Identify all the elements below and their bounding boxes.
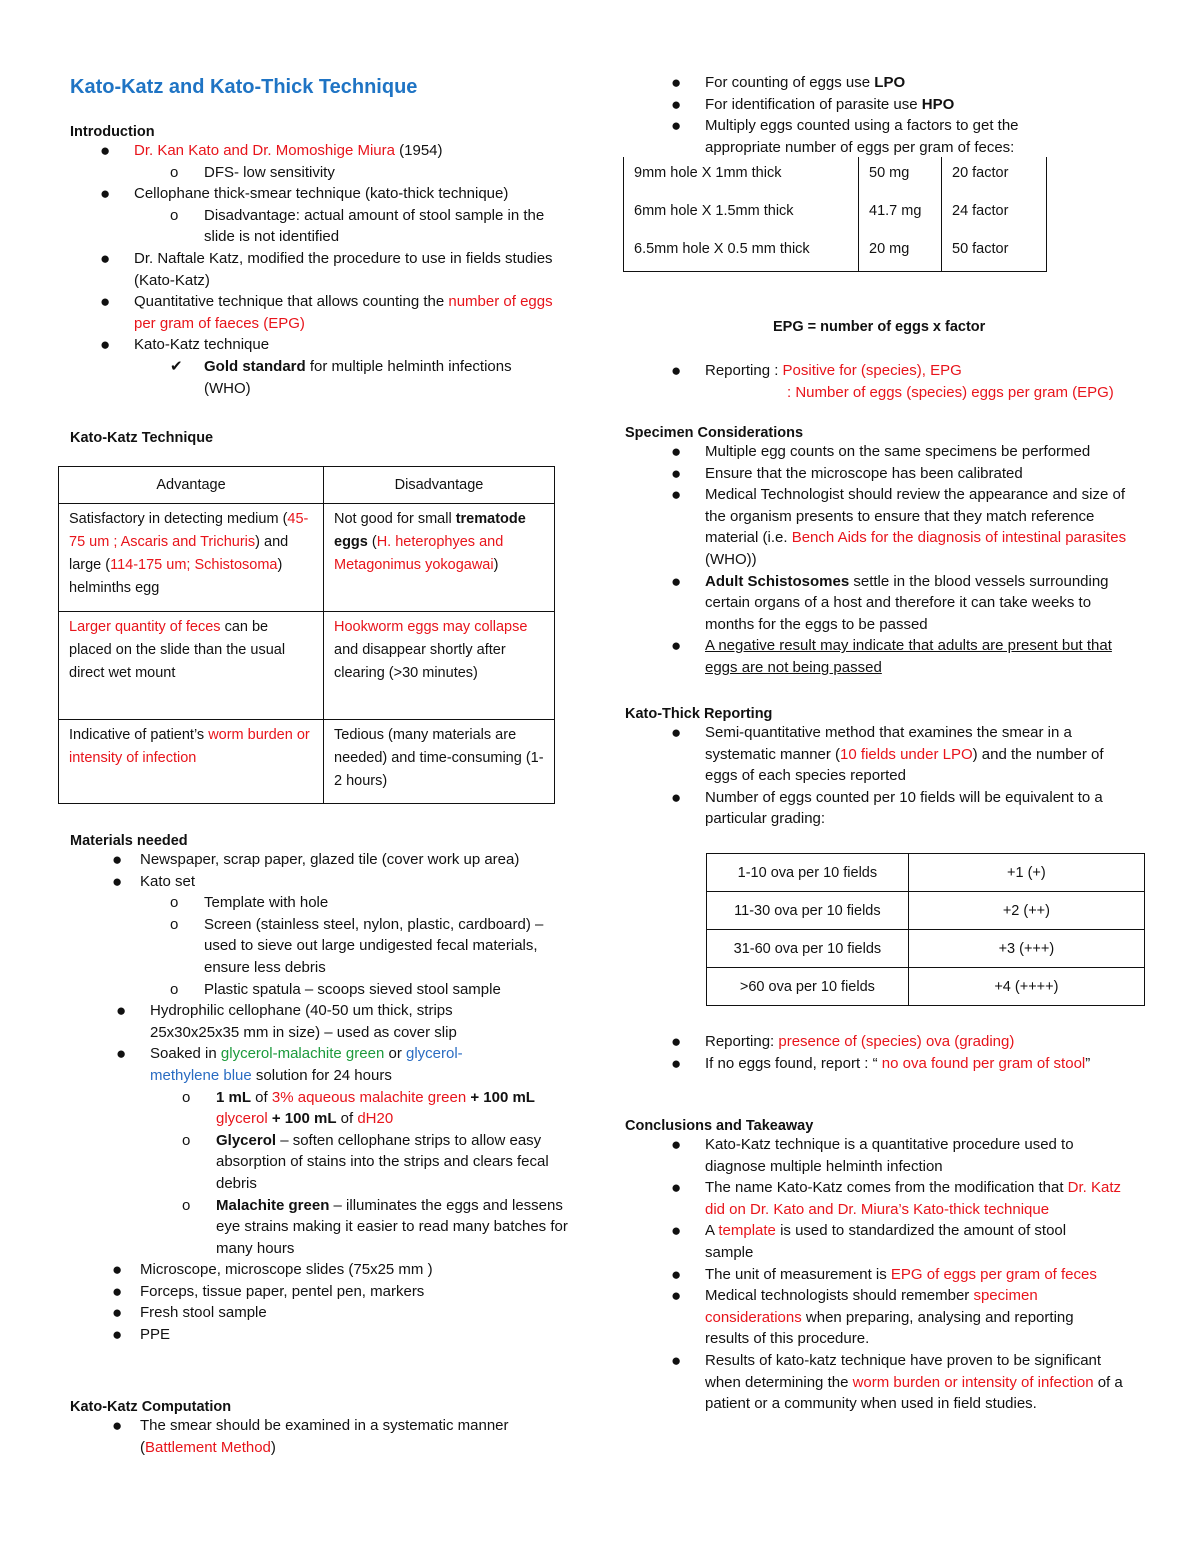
materials-heading: Materials needed	[70, 833, 188, 849]
column-header-advantage: Advantage	[59, 467, 324, 504]
circle-bullet-icon: o	[170, 206, 179, 224]
bullet-icon: ●	[671, 1135, 682, 1154]
computation-continued	[625, 72, 1145, 158]
table-row	[624, 233, 1047, 272]
computation-heading: Kato-Katz Computation	[70, 1399, 232, 1415]
bullet-icon: ●	[116, 1044, 127, 1064]
list-item: ● Reporting: presence of (species) ova (grading)	[671, 1032, 1015, 1051]
list-item: o Disadvantage: actual amount of stool sample in the slide is not identified	[170, 206, 545, 246]
table-cell: 50 factor	[942, 233, 1047, 272]
list-item: ● Multiply eggs counted using a factors to get the appropriate number of eggs per gram of feces:	[671, 116, 1019, 156]
check-icon: ✔	[170, 357, 183, 375]
bullet-icon: ●	[671, 787, 682, 807]
list-item: : Number of eggs (species) eggs per gram (EPG)	[787, 383, 1114, 401]
list-item: ● Semi-quantitative method that examines the smear in a systematic manner (10 fields under LPO) and the number of eggs of each species reported	[671, 723, 1104, 785]
list-item: ● PPE	[112, 1325, 171, 1345]
thick-heading: Kato-Thick Reporting	[625, 706, 773, 722]
table-cell: 50 mg	[859, 157, 942, 195]
list-item: ● Soaked in glycerol-malachite green or glycerol-methylene blue solution for 24 hours	[116, 1044, 463, 1084]
list-item: ● Newspaper, scrap paper, glazed tile (cover work up area)	[112, 850, 520, 869]
circle-bullet-icon: o	[170, 894, 179, 912]
list-item: o 1 mL of 3% aqueous malachite green + 100 mL glycerol + 100 mL of dH20	[182, 1088, 535, 1128]
list-item: ● Results of kato-katz technique have proven to be significant when determining the worm burden or intensity of infection of a patient or a community when used in field studies.	[671, 1350, 1123, 1413]
list-item: o Glycerol – soften cellophane strips to allow easy absorption of stains into the strips and clears fecal debris	[182, 1131, 549, 1192]
advantage-table	[58, 466, 555, 804]
bullet-icon: ●	[112, 871, 123, 891]
bullet-icon: ●	[671, 1178, 682, 1198]
bullet-icon: ●	[671, 463, 682, 483]
table-cell: Tedious (many materials are needed) and time-consuming (1-2 hours)	[324, 720, 555, 804]
list-item: ● Dr. Kan Kato and Dr. Momoshige Miura (1954)	[100, 141, 443, 160]
table-cell: 1-10 ova per 10 fields	[707, 854, 909, 892]
table-cell: Hookworm eggs may collapse and disappear shortly after clearing (>30 minutes)	[324, 612, 555, 720]
table-row	[59, 720, 555, 804]
table-cell: 20 mg	[859, 233, 942, 272]
list-item: ● Multiple egg counts on the same specimens be performed	[671, 442, 1091, 461]
circle-bullet-icon: o	[170, 915, 179, 933]
bullet-icon: ●	[671, 442, 682, 461]
list-item: ● Reporting : Positive for (species), EPG	[671, 361, 962, 380]
specimen-section	[625, 425, 1145, 679]
bullet-icon: ●	[671, 723, 682, 742]
bullet-icon: ●	[671, 1286, 682, 1306]
bullet-icon: ●	[671, 94, 682, 114]
circle-bullet-icon: o	[170, 980, 179, 998]
circle-bullet-icon: o	[182, 1088, 191, 1106]
intro-section	[70, 124, 570, 399]
bullet-icon: ●	[112, 1416, 123, 1435]
list-item: ● For counting of eggs use LPO	[671, 73, 906, 92]
table-row	[59, 504, 555, 612]
grading-table	[706, 853, 1145, 1006]
table-cell: Satisfactory in detecting medium (45-75 um ; Ascaris and Trichuris) and large (114-175 um; Schistosoma) helminths egg	[59, 504, 324, 612]
thick-section	[625, 706, 1145, 830]
table-row	[624, 195, 1047, 233]
bullet-icon: ●	[112, 1303, 123, 1323]
bullet-icon: ●	[112, 850, 123, 869]
table-cell: +3 (+++)	[908, 930, 1144, 968]
bullet-icon: ●	[671, 1350, 682, 1370]
bullet-icon: ●	[112, 1325, 123, 1345]
table-row	[707, 854, 1145, 892]
epg-formula: EPG = number of eggs x factor	[773, 319, 986, 335]
circle-bullet-icon: o	[182, 1196, 191, 1214]
list-item: ● The unit of measurement is EPG of eggs per gram of feces	[671, 1264, 1097, 1284]
table-cell: Indicative of patient’s worm burden or intensity of infection	[59, 720, 324, 804]
bullet-icon: ●	[116, 1001, 127, 1021]
bullet-icon: ●	[100, 184, 111, 204]
list-item: ● For identification of parasite use HPO	[671, 94, 955, 114]
list-item: o Malachite green – illuminates the eggs and lessens eye strains making it easier to read many batches for many hours	[182, 1196, 568, 1257]
table-cell: 24 factor	[942, 195, 1047, 233]
table-cell: +2 (++)	[908, 892, 1144, 930]
bullet-icon: ●	[671, 73, 682, 92]
table-cell: 11-30 ova per 10 fields	[707, 892, 909, 930]
table-cell: 6.5mm hole X 0.5 mm thick	[624, 233, 859, 272]
kk-table-heading: Kato-Katz Technique	[70, 430, 214, 446]
table-cell: +1 (+)	[908, 854, 1144, 892]
conclusions-heading: Conclusions and Takeaway	[625, 1118, 814, 1134]
table-cell: Larger quantity of feces can be placed on the slide than the usual direct wet mount	[59, 612, 324, 720]
table-row	[707, 968, 1145, 1006]
thick-reporting	[625, 1031, 1145, 1074]
table-row	[707, 892, 1145, 930]
bullet-icon: ●	[671, 116, 682, 136]
bullet-icon: ●	[671, 485, 682, 505]
list-item: ● Fresh stool sample	[112, 1303, 267, 1323]
bullet-icon: ●	[112, 1260, 123, 1280]
bullet-icon: ●	[671, 1221, 682, 1241]
list-item: ● Kato set	[112, 871, 196, 891]
list-item: ● Medical Technologist should review the appearance and size of the organism presents to ensure that they match reference material (i.e. Bench Aids for the diagnosis of intestinal parasites (WHO))	[671, 485, 1127, 568]
list-item: o Template with hole	[70, 892, 570, 914]
circle-bullet-icon: o	[182, 1131, 191, 1149]
table-cell: 9mm hole X 1mm thick	[624, 157, 859, 195]
bullet-icon: ●	[671, 1264, 682, 1284]
factor-table	[623, 157, 1047, 272]
bullet-icon: ●	[671, 1053, 682, 1073]
specimen-heading: Specimen Considerations	[625, 425, 804, 441]
computation-section	[70, 1399, 570, 1458]
bullet-icon: ●	[112, 1281, 123, 1301]
list-item: ✔ Gold standard for multiple helminth infections (WHO)	[170, 357, 512, 397]
conclusions-section	[625, 1118, 1145, 1415]
list-item: ● Medical technologists should remember specimen considerations when preparing, analysing and reporting results of this procedure.	[671, 1286, 1074, 1348]
list-item: ● Number of eggs counted per 10 fields will be equivalent to a particular grading:	[671, 787, 1103, 828]
table-row	[624, 157, 1047, 195]
materials-section	[70, 833, 570, 1346]
list-item: o Plastic spatula – scoops sieved stool sample	[70, 979, 570, 1001]
circle-bullet-icon: o	[170, 163, 179, 181]
bullet-icon: ●	[671, 636, 682, 656]
list-item: ● Adult Schistosomes settle in the blood vessels surrounding certain organs of a host and therefore it can take weeks to months for the eggs to be passed	[671, 571, 1109, 633]
list-item: ● The name Kato-Katz comes from the modification that Dr. Katz did on Dr. Kato and Dr. Miura’s Kato-thick technique	[671, 1178, 1122, 1218]
table-cell: 6mm hole X 1.5mm thick	[624, 195, 859, 233]
table-cell: >60 ova per 10 fields	[707, 968, 909, 1006]
list-item: ● Hydrophilic cellophane (40-50 um thick, strips 25x30x25x35 mm in size) – used as cover slip	[116, 1001, 457, 1041]
table-cell: +4 (++++)	[908, 968, 1144, 1006]
bullet-icon: ●	[671, 361, 682, 380]
list-item: ● Forceps, tissue paper, pentel pen, markers	[112, 1281, 425, 1301]
list-item: ● Ensure that the microscope has been calibrated	[671, 463, 1023, 483]
list-item: o Screen (stainless steel, nylon, plastic, cardboard) – used to sieve out large undigested fecal materials, ensure less debris	[170, 915, 544, 976]
bullet-icon: ●	[100, 248, 111, 268]
list-item: ● The smear should be examined in a systematic manner (Battlement Method)	[112, 1416, 509, 1456]
intro-heading: Introduction	[70, 124, 155, 140]
page-title: Kato-Katz and Kato-Thick Technique	[70, 76, 418, 98]
list-item: ● A negative result may indicate that adults are present but that eggs are not being passed	[671, 636, 1112, 676]
table-cell: 31-60 ova per 10 fields	[707, 930, 909, 968]
bullet-icon: ●	[100, 141, 111, 160]
list-item: ● Kato-Katz technique	[100, 335, 270, 355]
list-item: o DFS- low sensitivity	[70, 162, 570, 184]
bullet-icon: ●	[671, 1032, 682, 1051]
list-item: ● Quantitative technique that allows counting the number of eggs per gram of faeces (EPG)	[100, 292, 553, 332]
bullet-icon: ●	[671, 571, 682, 591]
list-item: ● Kato-Katz technique is a quantitative procedure used to diagnose multiple helminth infection	[671, 1135, 1074, 1175]
bullet-icon: ●	[100, 335, 111, 355]
list-item: ● Microscope, microscope slides (75x25 mm )	[112, 1260, 433, 1280]
table-cell: 41.7 mg	[859, 195, 942, 233]
table-row	[59, 612, 555, 720]
column-header-disadvantage: Disadvantage	[324, 467, 555, 504]
list-item: ● A template is used to standardized the amount of stool sample	[671, 1221, 1067, 1261]
list-item: ● If no eggs found, report : “ no ova found per gram of stool”	[671, 1053, 1091, 1073]
reporting-block	[625, 360, 1145, 403]
table-cell: 20 factor	[942, 157, 1047, 195]
table-cell: Not good for small trematode eggs (H. heterophyes and Metagonimus yokogawai)	[324, 504, 555, 612]
list-item: ● Dr. Naftale Katz, modified the procedure to use in fields studies (Kato-Katz)	[100, 248, 553, 289]
bullet-icon: ●	[100, 292, 111, 312]
table-row	[707, 930, 1145, 968]
list-item: ● Cellophane thick-smear technique (kato-thick technique)	[100, 184, 509, 204]
